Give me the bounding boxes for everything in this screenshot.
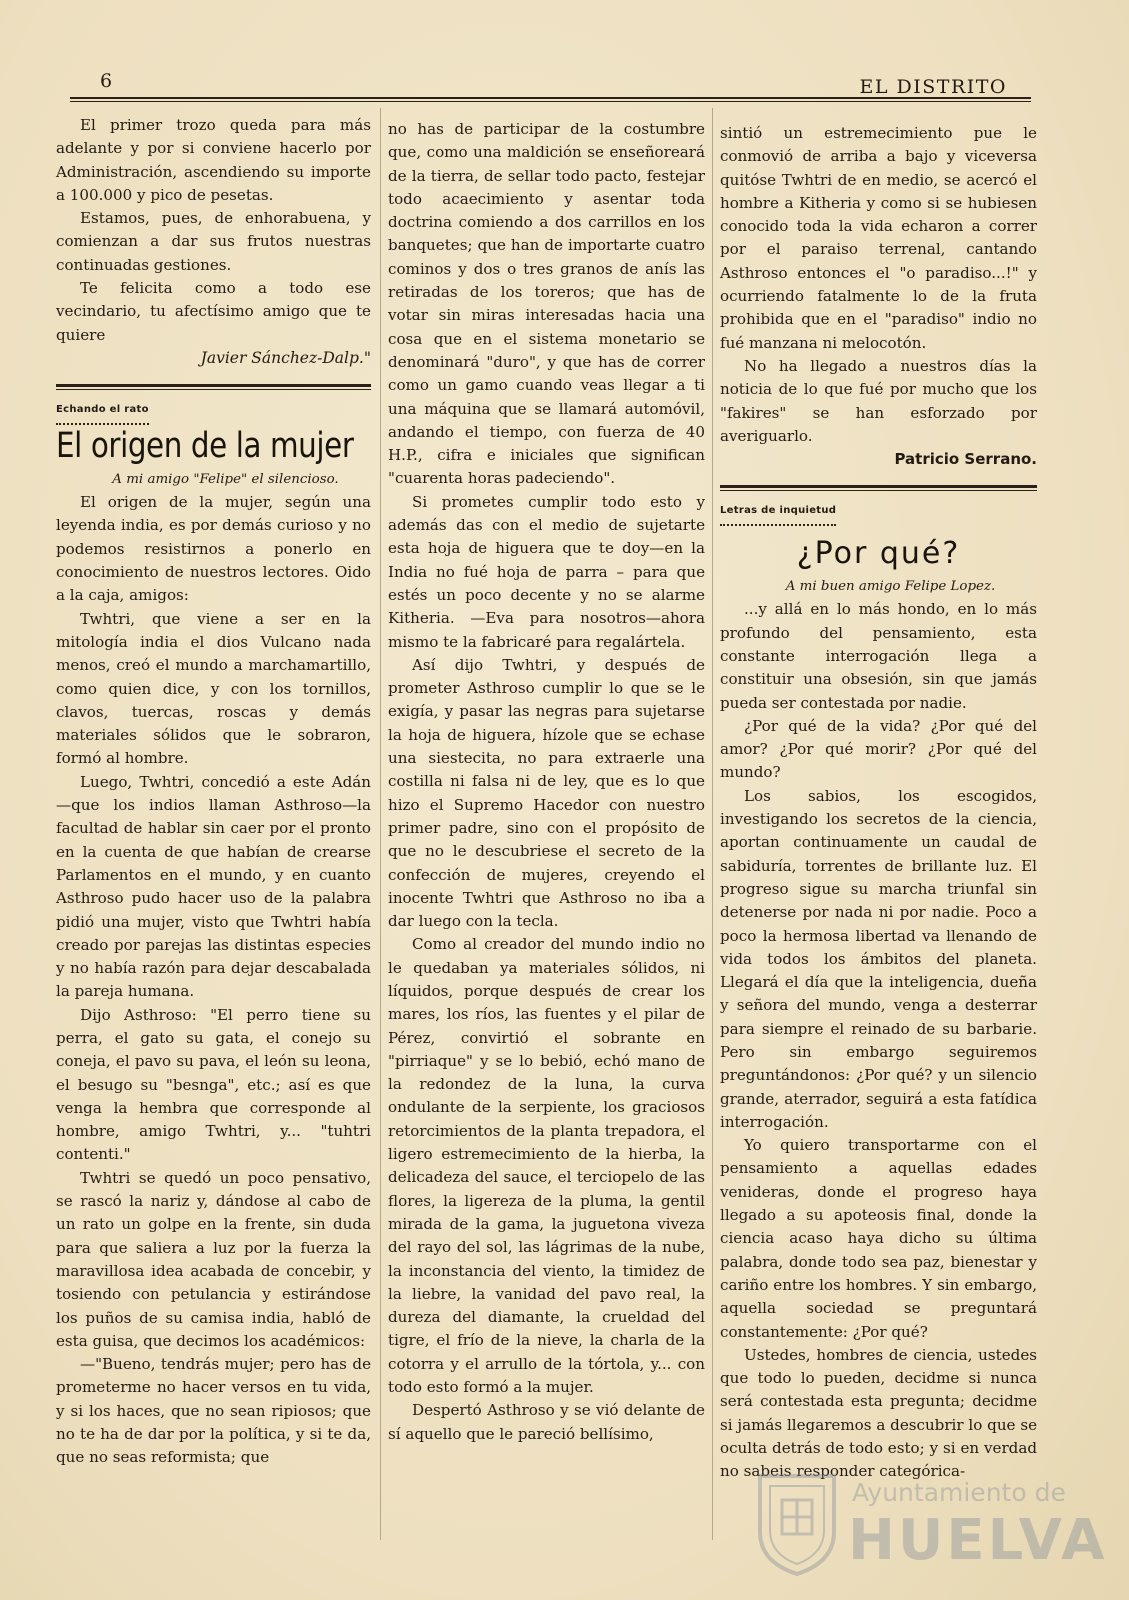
archive-watermark	[752, 1470, 1108, 1580]
watermark-line1: Ayuntamiento de	[852, 1478, 1066, 1507]
newspaper-title: EL DISTRITO	[859, 76, 1007, 98]
watermark-line2: HUELVA	[848, 1508, 1108, 1573]
section-rule	[56, 384, 371, 387]
column-1	[56, 114, 371, 1470]
paragraph: no has de participar de la costumbre que, como una maldición se enseñoreará de la tierra, de sellar todo pacto, festejar todo acaecimiento y asentar toda doctrina comiendo a dos carrillos en los banquetes; que han de importarte cuatro cominos y dos o tres granos de anís las retiradas de los toreros; que has de votar sin miras interesadas hacia una cosa que en el sistema monetario se denominará "duro", y que has de correr como un gamo cuando veas llegar a ti una máquina que se llamará automóvil, andando el tiempo, con fuerza de 40 H.P., cifra e iniciales que significan "cuarenta horas padeciendo".	[388, 120, 705, 488]
section-label: Echando el rato	[56, 398, 149, 424]
paragraph: El primer trozo queda para más adelante y por si conviene hacerlo por Administración, ascendiendo su importe a 100.000 y pico de pesetas.	[56, 116, 371, 204]
article-headline: ¿Por qué?	[796, 535, 961, 571]
paragraph: Twhtri, que viene a ser en la mitología india el dios Vulcano nada menos, creó el mundo a marchamartillo, como quien dice, y con los tornillos, clavos, tuercas, roscas y demás materiales sólidos que le sobraron, formó al hombre.	[56, 609, 371, 768]
paragraph: Te felicita como a todo ese vecindario, tu afectísimo amigo que te quiere	[56, 279, 371, 344]
paragraph: Despertó Asthroso y se vió delante de sí aquello que le pareció bellísimo,	[388, 1401, 705, 1443]
article-headline: El origen de la mujer	[56, 425, 354, 466]
signature: Javier Sánchez-Dalp."	[200, 348, 371, 367]
section-rule-thin	[720, 490, 1037, 491]
column-divider	[712, 108, 713, 1540]
header-rule-thin	[70, 101, 1031, 102]
column-divider	[380, 108, 381, 1540]
paragraph: Estamos, pues, de enhorabuena, y comienzan a dar sus frutos nuestras continuadas gestiones.	[56, 209, 371, 274]
paragraph: Dijo Asthroso: "El perro tiene su perra, el gato su gata, el conejo su coneja, el pavo su pava, el león su leona, el besugo su "besnga", etc.; así es que venga la hembra que corresponde al hombre, amigo Twhtri, y... "tuhtri contenti."	[56, 1005, 371, 1164]
paragraph: ...y allá en lo más hondo, en lo más profundo del pensamiento, esta constante interrogación llega a constituir una obsesión, sin que jamás pueda ser contestada por nadie.	[720, 600, 1037, 712]
column-3	[720, 122, 1037, 1484]
signature: Patricio Serrano.	[894, 450, 1037, 469]
paragraph: Si prometes cumplir todo esto y además das con el medio de sujetarte esta hoja de higuera que te doy—en la India no fué hoja de parra – para que estés un poco decente y no se alarme Kitheria. —Eva para nosotros—ahora mismo te la fabricaré para regalártela.	[388, 492, 705, 651]
section-rule-thin	[56, 389, 371, 390]
paragraph: No ha llegado a nuestros días la noticia de lo que fué por mucho que los "fakires" se han esforzado por averiguarlo.	[720, 356, 1037, 445]
paragraph: Luego, Twhtri, concedió a este Adán —que los indios llaman Asthroso—la facultad de hablar sin caer por el pronto en la cuenta de que habían de crearse Parlamentos en el mundo, y en cuanto Asthroso pudo hacer uso de la palabra pidió una mujer, visto que Twhtri había creado por parejas las distintas especies y no había razón para dejar descabalada la pareja humana.	[56, 772, 371, 1001]
article-dedication: A mi amigo "Felipe" el silencioso.	[112, 471, 339, 487]
column-2	[388, 118, 705, 1446]
section-label: Letras de inquietud	[720, 499, 836, 525]
paragraph: Como al creador del mundo indio no le quedaban ya materiales sólidos, ni líquidos, porque después de crear los mares, los ríos, las fuentes y el pilar de Pérez, convirtió el sobrante en "pirriaque" y se lo bebió, echó mano de la redondez de la luna, la curva ondulante de la serpiente, los graciosos retorcimientos de la planta trepadora, el ligero estremecimiento de la hierba, la delicadeza del sauce, el terciopelo de las flores, la ligereza de la pluma, la gentil mirada de la gama, la juguetona viveza del rayo del sol, las lágrimas de la nube, la inconstancia del viento, la timidez de la liebre, la vanidad del pavo real, la dureza del diamante, la crueldad del tigre, el frío de la nieve, la charla de la cotorra y el arrullo de la tórtola, y... con todo esto formó a la mujer.	[388, 935, 705, 1397]
article-dedication: A mi buen amigo Felipe Lopez.	[785, 579, 996, 595]
paragraph: Ustedes, hombres de ciencia, ustedes que todo lo pueden, decidme si nunca será contestada esta pregunta; decidme si jamás llegaremos a descubrir lo que se oculta detrás de todo esto; y si en verdad no sabeis responder categórica-	[720, 1345, 1037, 1481]
paragraph: ¿Por qué de la vida? ¿Por qué del amor? ¿Por qué morir? ¿Por qué del mundo?	[720, 716, 1037, 782]
paragraph: El origen de la mujer, según una leyenda india, es por demás curioso y no podemos resistirnos a ponerlo en conocimiento de nuestros lectores. Oido a la caja, amigos:	[56, 493, 371, 605]
paragraph: Así dijo Twhtri, y después de prometer Asthroso cumplir lo que se le exigía, y pasar las negras para sujetarse la hoja de higuera, hízole que se echase una siestecita, no para extraerle una costilla ni falsa ni de ley, que es lo que hizo el Supremo Hacedor con nuestro primer padre, sino con el propósito de que no le descubriese el secreto de la confección de mujeres, creyendo el inocente Twhtri que Asthroso no iba a dar luego con la tecla.	[388, 655, 705, 931]
page-number: 6	[100, 70, 113, 92]
paragraph: Twhtri se quedó un poco pensativo, se rascó la nariz y, dándose al cabo de un rato un golpe en la frente, sin duda para que saliera a luz por la fuerza la maravillosa idea acabada de concebir, y tosiendo con petulancia y estirándose los puños de su camisa india, habló de esta guisa, que decimos los académicos:	[56, 1168, 371, 1350]
paragraph: sintió un estremecimiento pue le conmovió de arriba a bajo y viceversa quitóse Twhtri de en medio, se acercó el hombre a Kitheria y como si se hubiesen conocido toda la vida echaron a correr por el paraiso terrenal, cantando Asthroso entonces el "o paradiso...!" y ocurriendo fatalmente lo de la fruta prohibida que en el "paradiso" indio no fué manzana ni melocotón.	[720, 124, 1037, 352]
paragraph: Los sabios, los escogidos, investigando los secretos de la ciencia, aportan continuamente un caudal de sabiduría, torrentes de brillante luz. El progreso sigue su marcha triunfal sin detenerse por nada ni por nadie. Poco a poco la hermosa libertad va llenando de vida todos los ámbitos del planeta. Llegará el día que la inteligencia, dueña y señora del mundo, venga a desterrar para siempre el reinado de su barbarie. Pero sin embargo seguiremos preguntándonos: ¿Por qué? y un silencio grande, aterrador, seguirá a esta fatídica interrogación.	[720, 786, 1037, 1131]
city-shield-icon	[752, 1470, 842, 1578]
section-rule	[720, 485, 1037, 488]
paragraph: —"Bueno, tendrás mujer; pero has de prometerme no hacer versos en tu vida, y si los haces, que no sean ripiosos; que no te ha de dar por la política, y si te da, que no seas reformista; que	[56, 1355, 371, 1467]
paragraph: Yo quiero transportarme con el pensamiento a aquellas edades venideras, donde el progreso haya llegado a su apoteosis final, donde la ciencia acaso haya dicho su última palabra, donde todo sea paz, bienestar y cariño entre los hombres. Y sin embargo, aquella sociedad se preguntará constantemente: ¿Por qué?	[720, 1136, 1037, 1341]
header-rule	[70, 97, 1031, 99]
